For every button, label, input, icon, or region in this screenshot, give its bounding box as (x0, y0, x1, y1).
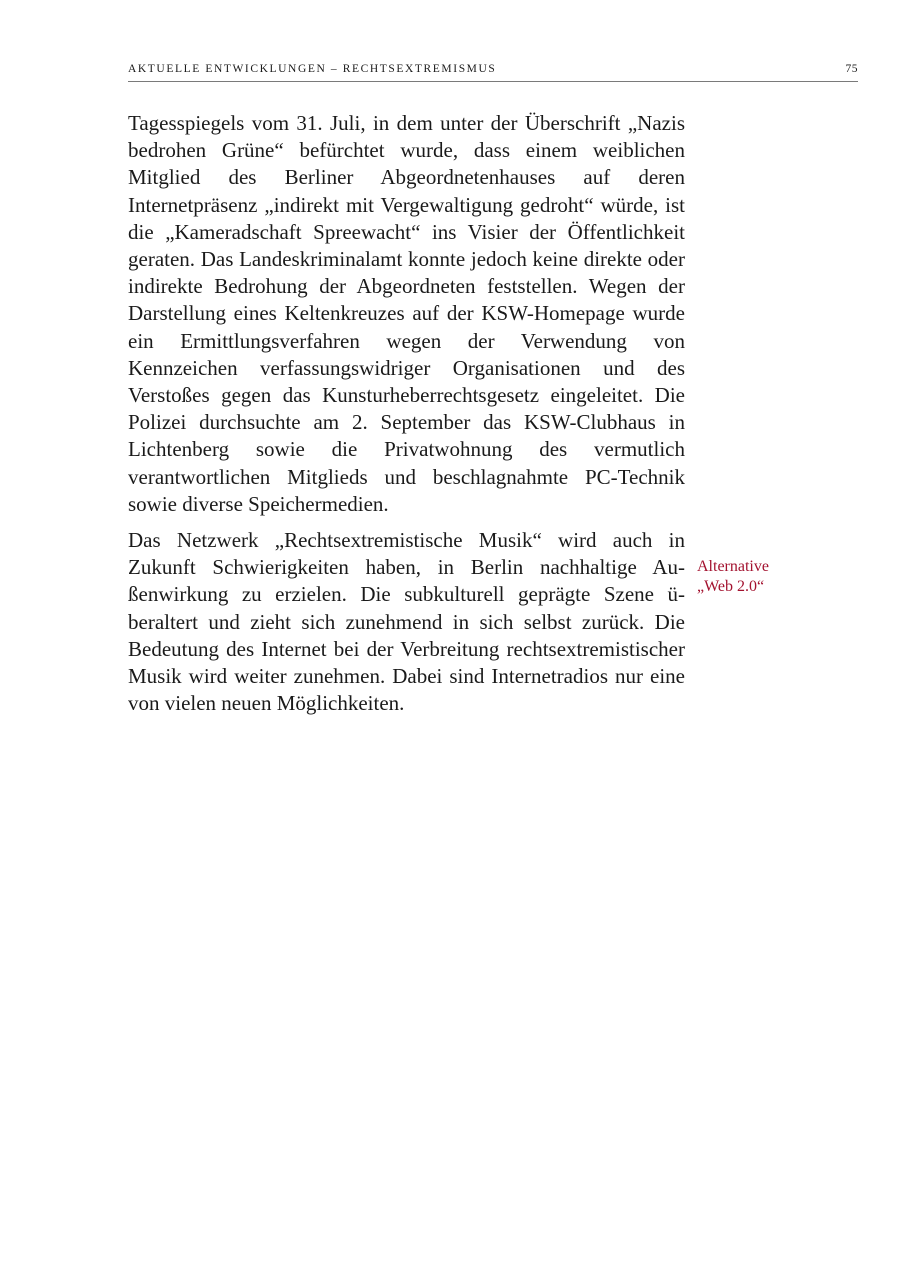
running-header (128, 63, 858, 82)
page-number: 75 (845, 63, 858, 75)
paragraph-1: Tagesspiegels vom 31. Juli, in dem unter der Überschrift „Nazis bedrohen Grüne“ befürchtet wurde, dass einem weiblichen Mitglied des Berliner Abgeordnetenhauses auf deren Internetpräsenz „indirekt mit Vergewaltigung gedroht“ würde, ist die „Kameradschaft Spreewacht“ ins Visier der Öffentlichkeit geraten. Das Landeskriminalamt konnte jedoch keine direkte oder indirekte Bedrohung der Abgeordneten feststellen. Wegen der Darstellung eines Keltenkreuzes auf der KSW-Homepage wurde ein Ermittlungsverfahren wegen der Verwendung von Kennzeichen verfassungswidriger Organisationen und des Verstoßes gegen das Kunsturheberrechtsgesetz eingeleitet. Die Polizei durchsuchte am 2. September das KSW-Clubhaus in Lichtenberg sowie die Privatwohnung des vermutlich verantwortlichen Mitglieds und beschlagnahmte PC-Technik sowie diverse Speichermedien. (128, 111, 685, 516)
margin-note (697, 557, 807, 597)
margin-note-line-1: Alternative (697, 558, 769, 575)
running-title: AKTUELLE ENTWICKLUNGEN – RECHTSEXTREMISMUS (128, 63, 497, 75)
body-text (128, 110, 685, 717)
paragraph-2: Das Netzwerk „Rechtsextremistische Musik“ wird auch in Zukunft Schwierigkeiten haben, in Berlin nachhaltige Außenwirkung zu erzielen. Die subkulturell geprägte Szene überaltert und zieht sich zunehmend in sich selbst zurück. Die Bedeutung des Internet bei der Verbreitung rechtsextremistischer Musik wird weiter zunehmen. Dabei sind Internetradios nur eine von vielen neuen Möglichkeiten. (128, 528, 685, 716)
margin-note-line-2: „Web 2.0“ (697, 578, 765, 595)
